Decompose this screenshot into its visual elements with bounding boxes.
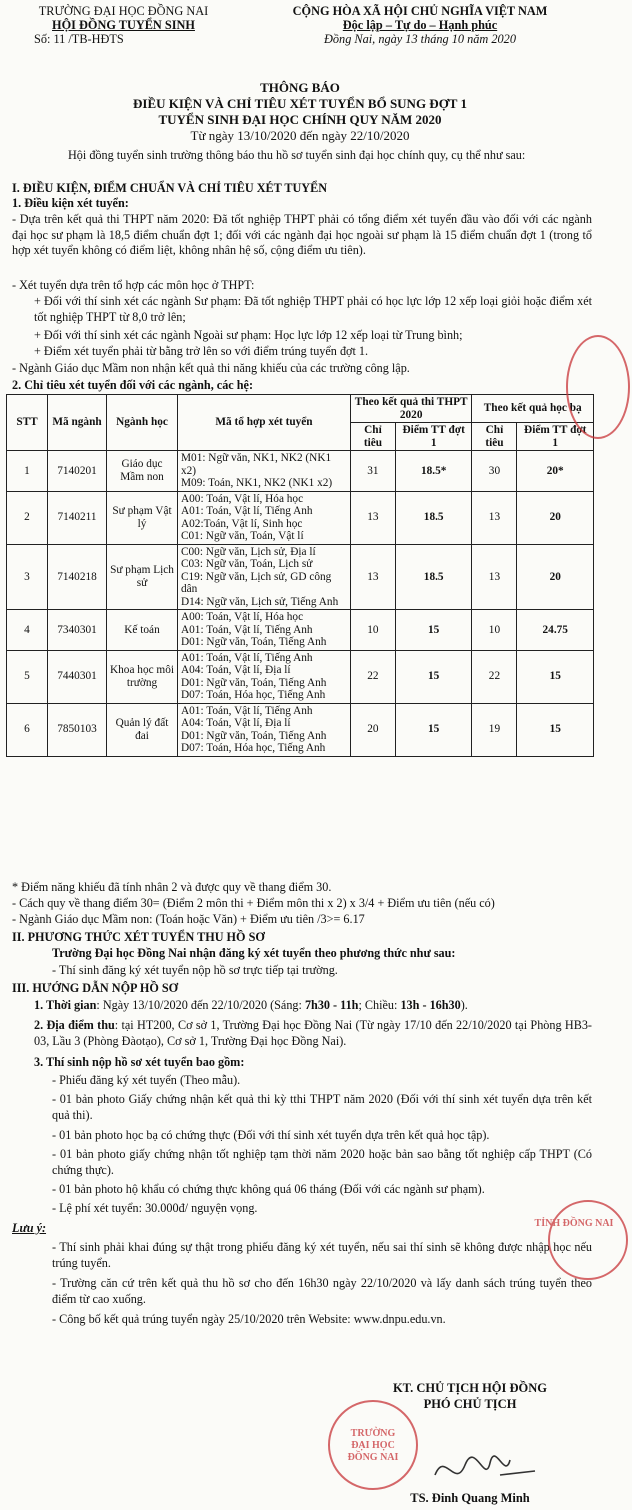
cell-combos: [178, 703, 351, 756]
title-line-1: THÔNG BÁO: [260, 80, 340, 95]
cell-stt: 1: [7, 451, 48, 492]
motto: Độc lập – Tự do – Hạnh phúc: [342, 18, 498, 32]
combo-line: A01: Toán, Vật lí, Tiếng Anh: [181, 704, 313, 717]
docs-label: 3. Thí sinh nộp hồ sơ xét tuyển bao gồm:: [34, 1055, 245, 1069]
combo-line: A01: Toán, Vật lí, Tiếng Anh: [181, 651, 313, 664]
table-row: [7, 703, 594, 756]
cell-thpt-score: 18.5: [395, 491, 472, 544]
official-seal: [328, 1400, 418, 1490]
doc-item-6: - Lệ phí xét tuyển: 30.000đ/ nguyện vọng.: [52, 1201, 258, 1215]
notice-item-1: - Thí sinh phải khai đúng sự thật trong phiếu đăng ký xét tuyển, nếu sai thí sinh sẽ không được nhập học nếu trúng tuyển.: [52, 1240, 592, 1270]
table-row: [7, 491, 594, 544]
combo-line: A01: Toán, Vật lí, Tiếng Anh: [181, 623, 313, 636]
notice-item-3: - Công bố kết quả trúng tuyển ngày 25/10/2020 trên Website: www.dnpu.edu.vn.: [52, 1312, 446, 1326]
header-left: [6, 4, 241, 46]
note-2: - Cách quy về thang điểm 30= (Điểm 2 môn thi + Điểm môn thi x 2) x 3/4 + Điểm ưu tiên (nếu có): [12, 896, 495, 910]
time-morning: 7h30 - 11h: [304, 998, 359, 1012]
cell-hocba-score: 15: [517, 703, 594, 756]
cell-combos: [178, 650, 351, 703]
time-afternoon: 13h - 16h30: [400, 998, 461, 1012]
notice-label: Lưu ý:: [12, 1221, 47, 1235]
cell-combos: [178, 491, 351, 544]
signer-name: TS. Đinh Quang Minh: [410, 1491, 530, 1505]
cell-hocba-quota: 22: [472, 650, 517, 703]
note-1: * Điểm năng khiếu đã tính nhân 2 và được quy về thang điểm 30.: [12, 880, 332, 894]
cell-thpt-score: 18.5: [395, 544, 472, 610]
condition-paragraph-2: - Xét tuyển dựa trên tổ hợp các môn học ở THPT:: [12, 278, 255, 292]
quota-table: [6, 394, 594, 757]
cell-stt: 6: [7, 703, 48, 756]
cell-thpt-score: 15: [395, 650, 472, 703]
handwritten-signature: [430, 1445, 540, 1495]
university-name: TRƯỜNG ĐẠI HỌC ĐỒNG NAI: [38, 4, 209, 18]
combo-line: C00: Ngữ văn, Lịch sử, Địa lí: [181, 545, 316, 558]
side-stamp: [534, 1200, 628, 1280]
cell-thpt-quota: 31: [350, 451, 395, 492]
cell-combos: [178, 544, 351, 610]
document-number: Số: 11 /TB-HĐTS: [34, 32, 124, 46]
doc-item-3: - 01 bản photo học bạ có chứng thực (Đối với thí sinh xét tuyển dựa trên kết quả học tập).: [52, 1128, 490, 1142]
signer-block: [360, 1490, 580, 1506]
section-3-heading: III. HƯỚNG DẪN NỘP HỒ SƠ: [12, 981, 179, 995]
condition-paragraph-4: + Đối với thí sinh xét các ngành Ngoài sư phạm: Học lực lớp 12 xếp loại từ Trung bình;: [34, 328, 463, 342]
cell-hocba-quota: 13: [472, 491, 517, 544]
cell-thpt-quota: 13: [350, 544, 395, 610]
col-code: Mã ngành: [48, 395, 107, 451]
condition-paragraph-1: - Dựa trên kết quả thi THPT năm 2020: Đã tốt nghiệp THPT phải có tổng điểm xét tuyển đầu vào đối với các ngành đại học sư phạm là 18,5 điểm chuẩn đợt 1; đối với các ngành đại học ngoài sư phạm là 15 điểm chuẩn đợt 1 (trong tổ hợp xét tuyển không có điểm liệt, không nhân hệ số, cộng điểm ưu tiên).: [12, 212, 592, 257]
table-row: [7, 610, 594, 651]
table-row: [7, 650, 594, 703]
combo-line: D01: Ngữ văn, Toán, Tiếng Anh: [181, 729, 327, 742]
cell-code: 7140211: [48, 491, 107, 544]
official-seal-text: TRƯỜNG ĐẠI HỌC ĐỒNG NAI: [347, 1428, 399, 1463]
combo-line: D07: Toán, Hóa học, Tiếng Anh: [181, 742, 326, 754]
title-date-range: Từ ngày 13/10/2020 đến ngày 22/10/2020: [190, 128, 410, 143]
col-thpt-score: Điểm TT đợt 1: [395, 423, 472, 451]
title-line-2: ĐIỀU KIỆN VÀ CHỈ TIÊU XÉT TUYỂN BỔ SUNG ĐỢT 1: [133, 96, 467, 111]
cell-code: 7140201: [48, 451, 107, 492]
col-hocba: Theo kết quả học bạ: [472, 395, 594, 423]
cell-hocba-quota: 13: [472, 544, 517, 610]
combo-line: A04: Toán, Vật lí, Địa lí: [181, 717, 291, 729]
intro-paragraph: Hội đồng tuyển sinh trường thông báo thu hồ sơ tuyển sinh đại học chính quy, cụ thể như sau:: [68, 148, 526, 162]
combo-line: M01: Ngữ văn, NK1, NK2 (NK1 x2): [181, 452, 332, 477]
combo-line: A00: Toán, Vật lí, Hóa học: [181, 611, 304, 623]
cell-stt: 4: [7, 610, 48, 651]
combo-line: A00: Toán, Vật lí, Hóa học: [181, 492, 304, 505]
issue-date: Đồng Nai, ngày 13 tháng 10 năm 2020: [324, 32, 516, 46]
cell-thpt-quota: 10: [350, 610, 395, 651]
cell-thpt-quota: 20: [350, 703, 395, 756]
combo-line: C03: Ngữ văn, Toán, Lịch sử: [181, 558, 313, 570]
time-text: : Ngày 13/10/2020 đến 22/10/2020 (Sáng:: [96, 998, 305, 1012]
doc-item-5: - 01 bản photo hộ khẩu có chứng thực không quá 06 tháng (Đối với các ngành sư phạm).: [52, 1182, 485, 1196]
place-label: 2. Địa điểm thu: [34, 1018, 115, 1032]
col-hocba-quota: Chỉ tiêu: [472, 423, 517, 451]
doc-item-2: - 01 bản photo Giấy chứng nhận kết quả thi kỳ tthi THPT năm 2020 (Đối với thí sinh xét tuyển dựa trên kết quả thi).: [52, 1092, 592, 1122]
section-1-sub-1: 1. Điều kiện xét tuyển:: [12, 196, 129, 210]
combo-line: D01: Ngữ văn, Toán, Tiếng Anh: [181, 636, 327, 648]
cell-combos: [178, 451, 351, 492]
edge-stamp: [566, 335, 630, 439]
cell-major: Sư phạm Vật lý: [107, 491, 178, 544]
cell-hocba-score: 20: [517, 544, 594, 610]
col-stt: STT: [7, 395, 48, 451]
cell-code: 7440301: [48, 650, 107, 703]
combo-line: C19: Ngữ văn, Lịch sử, GD công dân: [181, 570, 332, 595]
council-name: HỘI ĐỒNG TUYỂN SINH: [52, 18, 195, 32]
cell-thpt-quota: 13: [350, 491, 395, 544]
section-1-heading: I. ĐIỀU KIỆN, ĐIỂM CHUẨN VÀ CHỈ TIÊU XÉT TUYỂN: [12, 181, 328, 195]
cell-major: Giáo dục Mầm non: [107, 451, 178, 492]
cell-hocba-score: 20: [517, 491, 594, 544]
cell-hocba-score: 24.75: [517, 610, 594, 651]
header-right: [244, 4, 596, 46]
cell-hocba-quota: 30: [472, 451, 517, 492]
doc-item-1: - Phiếu đăng ký xét tuyển (Theo mẫu).: [52, 1073, 241, 1087]
table-row: [7, 544, 594, 610]
signature-title-1: KT. CHỦ TỊCH HỘI ĐỒNG: [392, 1381, 548, 1395]
combo-line: A04: Toán, Vật lí, Địa lí: [181, 664, 291, 676]
notice-item-2: - Trường căn cứ trên kết quả thu hồ sơ cho đến 16h30 ngày 22/10/2020 và lấy danh sách trúng tuyển theo điểm từ cao xuống.: [52, 1276, 592, 1306]
condition-paragraph-3: + Đối với thí sinh xét các ngành Sư phạm: Đã tốt nghiệp THPT phải có học lực lớp 12 xếp loại giỏi hoặc điểm xét tốt nghiệp THPT từ 8,0 trở lên;: [34, 294, 592, 324]
col-thpt-quota: Chỉ tiêu: [350, 423, 395, 451]
cell-code: 7850103: [48, 703, 107, 756]
cell-major: Kế toán: [107, 610, 178, 651]
col-hocba-score: Điểm TT đợt 1: [517, 423, 594, 451]
document-title: [0, 80, 600, 144]
col-combo: Mã tổ hợp xét tuyển: [178, 395, 351, 451]
place-text: : tại HT200, Cơ sở 1, Trường Đại học Đồng Nai (Từ ngày 17/10 đến 22/10/2020 tại Phòng HB3-03, Lầu 3 (Phòng Đàotạo), Cơ sở 1, Trường Đại học Đồng Nai).: [34, 1018, 592, 1048]
cell-hocba-quota: 10: [472, 610, 517, 651]
cell-code: 7140218: [48, 544, 107, 610]
signature-title-2: PHÓ CHỦ TỊCH: [423, 1397, 517, 1411]
cell-hocba-quota: 19: [472, 703, 517, 756]
time-label: 1. Thời gian: [34, 998, 97, 1012]
time-line: [12, 998, 592, 1014]
condition-paragraph-5: + Điểm xét tuyển phải từ bằng trở lên so với điểm trúng tuyển đợt 1.: [34, 344, 369, 358]
cell-thpt-score: 15: [395, 703, 472, 756]
condition-paragraph-6: - Ngành Giáo dục Mầm non nhận kết quả thi năng khiếu của các trường công lập.: [12, 361, 410, 375]
cell-thpt-quota: 22: [350, 650, 395, 703]
section-1-sub-2: 2. Chỉ tiêu xét tuyển đối với các ngành, các hệ:: [12, 378, 254, 392]
doc-item-4: - 01 bản photo giấy chứng nhận tốt nghiệp tạm thời năm 2020 hoặc bản sao bằng tốt nghiệp cấp THPT (Có chứng thực).: [52, 1147, 592, 1177]
cell-stt: 5: [7, 650, 48, 703]
combo-line: M09: Toán, NK1, NK2 (NK1 x2): [181, 477, 333, 489]
combo-line: C01: Ngữ văn, Toán, Vật lí: [181, 530, 304, 542]
place-line: [12, 1018, 592, 1049]
cell-major: Khoa học môi trường: [107, 650, 178, 703]
section-2-p2: - Thí sinh đăng ký xét tuyển nộp hồ sơ trực tiếp tại trường.: [52, 963, 338, 977]
cell-code: 7340301: [48, 610, 107, 651]
cell-major: Quản lý đất đai: [107, 703, 178, 756]
section-2-p1: Trường Đại học Đồng Nai nhận đăng ký xét tuyển theo phương thức như sau:: [52, 946, 456, 960]
country-name: CỘNG HÒA XÃ HỘI CHỦ NGHĨA VIỆT NAM: [292, 4, 548, 18]
cell-thpt-score: 15: [395, 610, 472, 651]
combo-line: A02:Toán, Vật lí, Sinh học: [181, 517, 303, 530]
cell-hocba-score: 15: [517, 650, 594, 703]
cell-stt: 2: [7, 491, 48, 544]
title-line-3: TUYỂN SINH ĐẠI HỌC CHÍNH QUY NĂM 2020: [158, 112, 442, 127]
cell-stt: 3: [7, 544, 48, 610]
cell-hocba-score: 20*: [517, 451, 594, 492]
section-2-heading: II. PHƯƠNG THỨC XÉT TUYỂN THU HỒ SƠ: [12, 930, 265, 944]
col-major: Ngành học: [107, 395, 178, 451]
time-mid: ; Chiều:: [358, 998, 401, 1012]
combo-line: D01: Ngữ văn, Toán, Tiếng Anh: [181, 676, 327, 689]
table-row: [7, 451, 594, 492]
cell-major: Sư phạm Lịch sử: [107, 544, 178, 610]
cell-thpt-score: 18.5*: [395, 451, 472, 492]
combo-line: D14: Ngữ văn, Lịch sử, Tiếng Anh: [181, 595, 339, 608]
cell-combos: [178, 610, 351, 651]
combo-line: D07: Toán, Hóa học, Tiếng Anh: [181, 689, 326, 701]
combo-line: A01: Toán, Vật lí, Tiếng Anh: [181, 505, 313, 517]
time-end: ).: [460, 998, 468, 1012]
note-3: - Ngành Giáo dục Mầm non: (Toán hoặc Văn) + Điểm ưu tiên /3>= 6.17: [12, 912, 365, 926]
side-stamp-text: TỈNH ĐỒNG NAI: [534, 1218, 614, 1229]
col-thpt: Theo kết quả thi THPT 2020: [350, 395, 472, 423]
